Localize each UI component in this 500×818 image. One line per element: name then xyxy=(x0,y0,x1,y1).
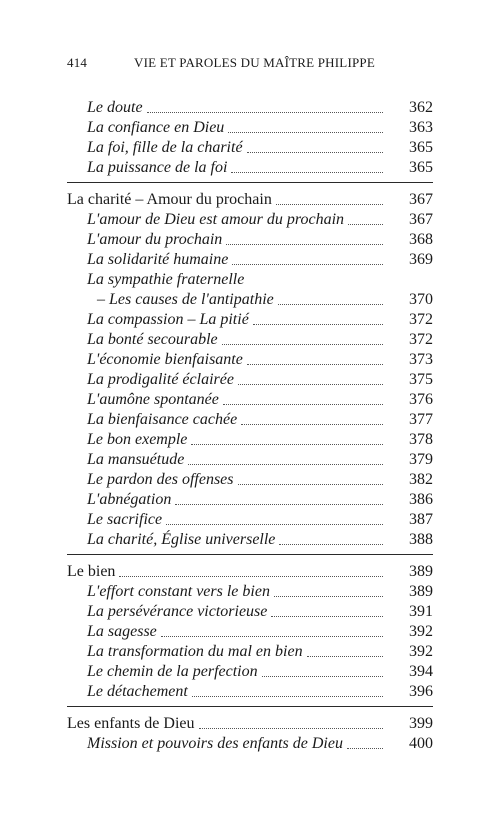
toc-page-number: 375 xyxy=(393,370,433,390)
toc-entry-label: Le sacrifice xyxy=(87,511,165,528)
dot-leader xyxy=(279,544,383,545)
toc-entry[interactable] xyxy=(67,642,433,662)
toc-entry[interactable] xyxy=(67,370,433,390)
dot-leader xyxy=(278,304,383,305)
dot-leader xyxy=(238,484,383,485)
toc-page-number: 391 xyxy=(393,602,433,622)
toc-entry[interactable] xyxy=(67,290,433,310)
toc-entry-label: L'amour du prochain xyxy=(87,231,225,248)
toc-page-number: 372 xyxy=(393,310,433,330)
dot-leader xyxy=(271,616,383,617)
toc-entry-label: L'aumône spontanée xyxy=(87,391,222,408)
toc-entry-label: La bienfaisance cachée xyxy=(87,411,240,428)
toc-entry[interactable] xyxy=(67,602,433,622)
toc-entry-label: Mission et pouvoirs des enfants de Dieu xyxy=(87,735,346,752)
toc-entry[interactable] xyxy=(67,118,433,138)
dot-leader xyxy=(247,364,383,365)
toc-entry-label: La charité – Amour du prochain xyxy=(67,191,275,208)
dot-leader xyxy=(188,464,383,465)
dot-leader xyxy=(228,132,383,133)
toc-page-number: 372 xyxy=(393,330,433,350)
toc-section-entry[interactable] xyxy=(67,190,433,210)
toc-entry-label: Les enfants de Dieu xyxy=(67,715,198,732)
page-number: 414 xyxy=(67,55,88,70)
toc-entry[interactable] xyxy=(67,410,433,430)
toc-entry[interactable] xyxy=(67,622,433,642)
toc-entry[interactable] xyxy=(67,158,433,178)
toc-page-number: 392 xyxy=(393,622,433,642)
toc-entry[interactable] xyxy=(67,470,433,490)
toc-entry[interactable] xyxy=(67,490,433,510)
toc-entry[interactable] xyxy=(67,530,433,550)
toc-entry-label: La foi, fille de la charité xyxy=(87,139,246,156)
toc-entry[interactable] xyxy=(67,582,433,602)
toc-page-number: 382 xyxy=(393,470,433,490)
toc-entry[interactable] xyxy=(67,230,433,250)
running-title: VIE ET PAROLES DU MAÎTRE PHILIPPE xyxy=(134,55,375,70)
toc-page-number: 365 xyxy=(393,138,433,158)
section-divider xyxy=(67,706,433,709)
toc-entry[interactable] xyxy=(67,98,433,118)
section-divider xyxy=(67,554,433,557)
dot-leader xyxy=(347,748,383,749)
toc-entry-label: L'économie bienfaisante xyxy=(87,351,246,368)
toc-entry-label: Le pardon des offenses xyxy=(87,471,237,488)
toc-entry-label: La sagesse xyxy=(87,623,160,640)
toc-entry-label: La sympathie fraternelle xyxy=(87,271,247,288)
dot-leader xyxy=(348,224,383,225)
table-of-contents xyxy=(67,98,433,754)
toc-entry-label: L'abnégation xyxy=(87,491,174,508)
toc-entry-label: La persévérance victorieuse xyxy=(87,603,270,620)
dot-leader xyxy=(274,596,383,597)
toc-entry-label: La bonté secourable xyxy=(87,331,221,348)
dot-leader xyxy=(147,112,383,113)
toc-entry[interactable] xyxy=(67,270,433,290)
dot-leader xyxy=(276,204,383,205)
toc-section-entry[interactable] xyxy=(67,562,433,582)
dot-leader xyxy=(226,244,383,245)
toc-entry-label: La compassion – La pitié xyxy=(87,311,252,328)
toc-entry-label: La prodigalité éclairée xyxy=(87,371,237,388)
toc-page-number: 367 xyxy=(393,190,433,210)
toc-page-number: 377 xyxy=(393,410,433,430)
dot-leader xyxy=(241,424,383,425)
dot-leader xyxy=(222,344,383,345)
toc-page-number: 387 xyxy=(393,510,433,530)
dot-leader xyxy=(119,576,383,577)
toc-entry-label: Le détachement xyxy=(87,683,191,700)
toc-entry[interactable] xyxy=(67,450,433,470)
toc-entry[interactable] xyxy=(67,310,433,330)
dot-leader xyxy=(199,728,383,729)
toc-entry[interactable] xyxy=(67,430,433,450)
toc-page-number: 365 xyxy=(393,158,433,178)
dot-leader xyxy=(307,656,383,657)
toc-page-number: 369 xyxy=(393,250,433,270)
toc-page-number: 362 xyxy=(393,98,433,118)
toc-entry-label: Le bon exemple xyxy=(87,431,190,448)
toc-page-number: 368 xyxy=(393,230,433,250)
toc-entry-label: La solidarité humaine xyxy=(87,251,231,268)
toc-page-number: 389 xyxy=(393,562,433,582)
toc-page-number: 392 xyxy=(393,642,433,662)
dot-leader xyxy=(223,404,383,405)
toc-page-number: 373 xyxy=(393,350,433,370)
toc-entry[interactable] xyxy=(67,510,433,530)
toc-page-number: 378 xyxy=(393,430,433,450)
toc-page-number: 388 xyxy=(393,530,433,550)
toc-page-number: 394 xyxy=(393,662,433,682)
toc-entry-label: L'effort constant vers le bien xyxy=(87,583,273,600)
dot-leader xyxy=(253,324,383,325)
toc-entry-label: Le chemin de la perfection xyxy=(87,663,261,680)
toc-page-number: 386 xyxy=(393,490,433,510)
toc-entry-label: La transformation du mal en bien xyxy=(87,643,306,660)
toc-entry-label: La charité, Église universelle xyxy=(87,531,278,548)
dot-leader xyxy=(192,696,383,697)
toc-entry[interactable] xyxy=(67,210,433,230)
toc-section-entry[interactable] xyxy=(67,714,433,734)
dot-leader xyxy=(175,504,383,505)
toc-page-number: 400 xyxy=(393,734,433,754)
toc-entry-label: La puissance de la foi xyxy=(87,159,230,176)
toc-page-number: 367 xyxy=(393,210,433,230)
toc-entry-label: La mansuétude xyxy=(87,451,187,468)
toc-entry[interactable] xyxy=(67,350,433,370)
toc-page-number: 396 xyxy=(393,682,433,702)
toc-entry[interactable] xyxy=(67,390,433,410)
toc-entry-label: Le bien xyxy=(67,563,118,580)
toc-entry-label: L'amour de Dieu est amour du prochain xyxy=(87,211,347,228)
toc-entry[interactable] xyxy=(67,662,433,682)
toc-page-number: 399 xyxy=(393,714,433,734)
section-divider xyxy=(67,182,433,185)
toc-page-number: 379 xyxy=(393,450,433,470)
toc-entry[interactable] xyxy=(67,138,433,158)
dot-leader xyxy=(232,264,383,265)
toc-entry-label: Le doute xyxy=(87,99,146,116)
dot-leader xyxy=(231,172,383,173)
dot-leader xyxy=(191,444,383,445)
toc-entry[interactable] xyxy=(67,250,433,270)
dot-leader xyxy=(166,524,383,525)
toc-page-number: 389 xyxy=(393,582,433,602)
toc-entry-label: La confiance en Dieu xyxy=(87,119,227,136)
toc-entry[interactable] xyxy=(67,682,433,702)
toc-entry-label: – Les causes de l'antipathie xyxy=(97,291,277,308)
toc-entry[interactable] xyxy=(67,734,433,754)
dot-leader xyxy=(161,636,383,637)
dot-leader xyxy=(238,384,383,385)
toc-page-number: 363 xyxy=(393,118,433,138)
dot-leader xyxy=(247,152,383,153)
toc-page-number: 376 xyxy=(393,390,433,410)
toc-entry[interactable] xyxy=(67,330,433,350)
dot-leader xyxy=(262,676,383,677)
toc-page-number: 370 xyxy=(393,290,433,310)
